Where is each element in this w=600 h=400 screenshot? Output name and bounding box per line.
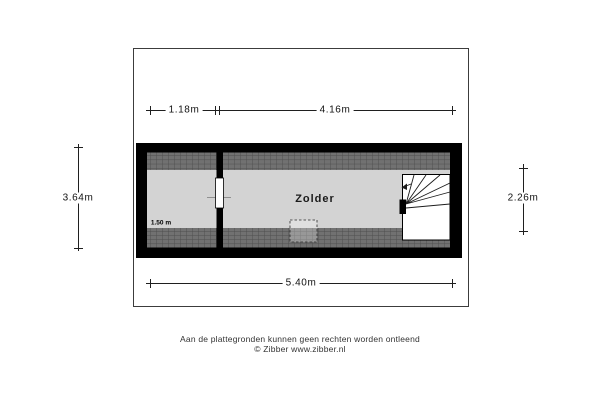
dimension-label-left: 3.64m xyxy=(60,193,97,204)
dimension-label-top-left: 1.18m xyxy=(166,105,203,116)
staircase-newel-post xyxy=(400,200,407,215)
footer-disclaimer: Aan de plattegronden kunnen geen rechten worden ontleend xyxy=(180,334,420,344)
footer-credit: © Zibber www.zibber.nl xyxy=(254,344,346,354)
room-label-zolder: Zolder xyxy=(295,193,335,205)
footer xyxy=(0,334,600,354)
staircase xyxy=(400,175,451,241)
dimension-label-top-right: 4.16m xyxy=(317,105,354,116)
roof-window-dashed-outline xyxy=(290,220,317,242)
dimension-label-right: 2.26m xyxy=(505,193,542,204)
sloped-ceiling-hatch-top xyxy=(147,153,450,171)
dimension-label-bottom: 5.40m xyxy=(283,278,320,289)
ceiling-height-label: 1.50 m xyxy=(150,219,172,227)
door-leaf xyxy=(216,178,224,208)
